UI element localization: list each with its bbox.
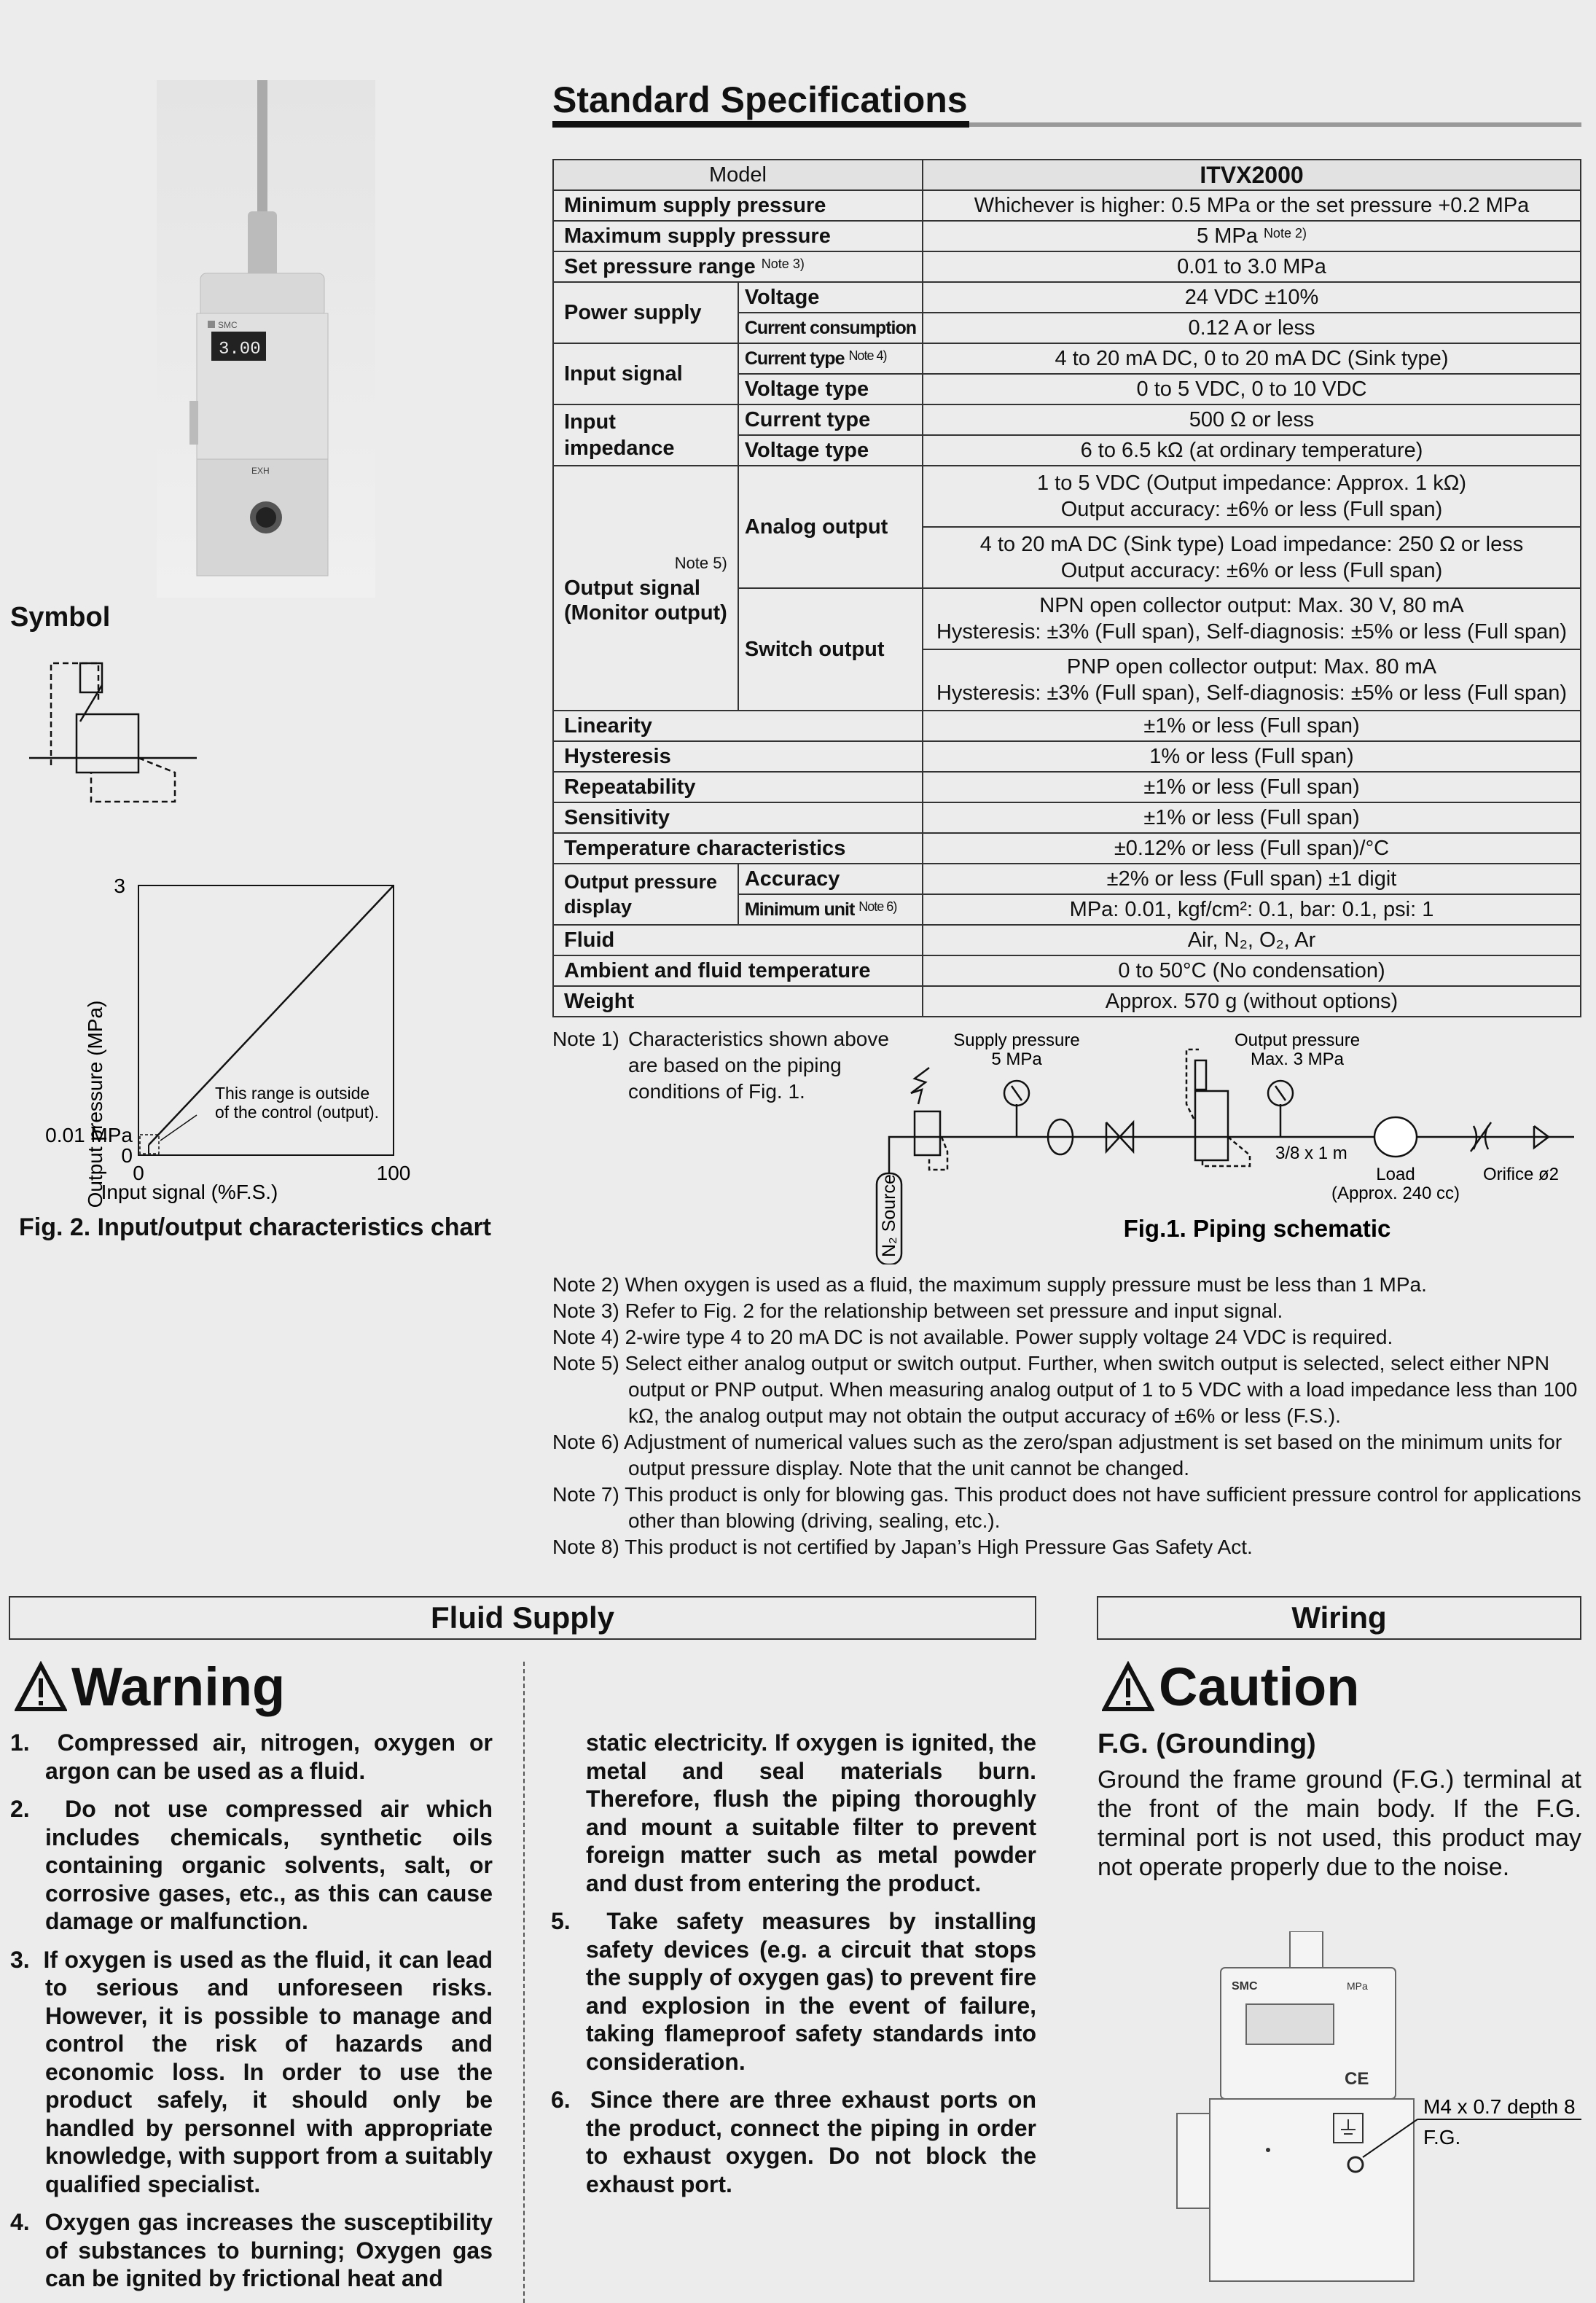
list-item: 5. Take safety measures by installing safety devices (e.g. a circuit that stops the supply of oxygen gas) to prevent fire and explosion in the event of failure, taking flameproof safety standards into consideration.	[551, 1908, 1036, 2075]
product-photo	[157, 80, 375, 598]
note-4: Note 4) 2-wire type 4 to 20 mA DC is not available. Power supply voltage 24 VDC is required.	[552, 1326, 1393, 1348]
list-item: 6. Since there are three exhaust ports on the product, connect the piping in order to exhaust oxygen. Do not block the exhaust port.	[551, 2087, 1037, 2197]
y-tick-label: 3	[114, 875, 125, 897]
x-tick-label: 100	[376, 1162, 411, 1184]
title-underline-grey	[969, 122, 1581, 127]
chart-annotation-2: of the control (output).	[215, 1103, 380, 1122]
warning-items-left	[10, 1729, 493, 2303]
chart-x-label: Input signal (%F.S.)	[101, 1181, 278, 1203]
chart-y-label: Output pressure (MPa)	[84, 1000, 106, 1208]
table-row: Minimum supply pressure Whichever is higher: 0.5 MPa or the set pressure +0.2 MPa	[553, 190, 1581, 221]
table-row	[553, 160, 1581, 190]
list-item: 2. Do not use compressed air which includes chemicals, synthetic oils containing organic solvents, salt, or corrosive gases, etc., as this can cause damage or malfunction.	[10, 1796, 493, 1934]
table-row: Set pressure range $^{Note 3)}$ 0.01 to 3.0 MPa	[553, 251, 1581, 282]
table-row: PNP open collector output: Max. 80 mA Hysteresis: ±3% (Full span), Self-diagnosis: ±5% or less (Full span)	[553, 649, 1581, 711]
list-item: 4. Oxygen gas increases the susceptibility of substances to burning; Oxygen gas can be ignited by frictional heat and	[10, 2209, 493, 2291]
fluid-supply-header: Fluid Supply	[9, 1596, 1036, 1640]
note-1: Note 1) Characteristics shown above are based on the piping conditions of Fig. 1.	[552, 1028, 889, 1103]
warning-heading: Warning	[15, 1656, 285, 1718]
note-8: Note 8) This product is not certified by Japan’s High Pressure Gas Safety Act.	[552, 1536, 1253, 1558]
note-5: Note 5) Select either analog output or switch output. Further, when switch output is selected, select either NPN output or PNP output. When measuring analog output of 1 to 5 VDC with a load impedance less than 100 kΩ, the analog output may not obtain the output accuracy of ±6% or less (F.S.).	[552, 1352, 1578, 1427]
note-3: Note 3) Refer to Fig. 2 for the relationship between set pressure and input signal.	[552, 1299, 1283, 1322]
table-row: Voltage type 6 to 6.5 kΩ (at ordinary temperature)	[553, 435, 1581, 466]
x-tick-label: 0	[133, 1162, 144, 1184]
grounding-heading: F.G. (Grounding)	[1098, 1729, 1316, 1759]
table-row: Note 5) Output signal (Monitor output) Analog output 1 to 5 VDC (Output impedance: Approx. 1 kΩ) Output accuracy: ±6% or less (Full span)	[553, 466, 1581, 527]
svg-text:SMC: SMC	[218, 320, 238, 330]
table-row: Temperature characteristics ±0.12% or less (Full span)/°C	[553, 833, 1581, 864]
list-item: 1. Compressed air, nitrogen, oxygen or argon can be used as a fluid.	[10, 1729, 493, 1784]
table-row: Switch output NPN open collector output: Max. 30 V, 80 mA Hysteresis: ±3% (Full span), Self-diagnosis: ±5% or less (Full span)	[553, 588, 1581, 649]
grounding-text: Ground the frame ground (F.G.) terminal at the front of the main body. If the F.G. terminal port is not used, this product may not operate properly due to the noise.	[1098, 1766, 1581, 1881]
note-2: Note 2) When oxygen is used as a fluid, the maximum supply pressure must be less than 1 MPa.	[552, 1273, 1427, 1296]
spec-table	[552, 159, 1581, 1017]
y-tick-label: 0	[121, 1144, 133, 1167]
grounding-terminal-illustration	[1166, 1931, 1589, 2296]
table-row: Input signal Current type $^{Note 4)}$ 4 to 20 mA DC, 0 to 20 mA DC (Sink type)	[553, 343, 1581, 374]
table-row: 4 to 20 mA DC (Sink type) Load impedance: 250 Ω or less Output accuracy: ±6% or less (Full span)	[553, 527, 1581, 588]
svg-text:5 MPa: 5 MPa	[991, 1049, 1042, 1069]
svg-text:MPa: MPa	[1347, 1980, 1368, 1992]
table-row: Weight Approx. 570 g (without options)	[553, 986, 1581, 1017]
svg-text:EXH: EXH	[251, 466, 270, 476]
svg-text:3.00: 3.00	[219, 340, 261, 359]
caution-triangle-icon	[1102, 1661, 1154, 1713]
svg-text:SMC: SMC	[1232, 1980, 1258, 1993]
model-label: Model	[553, 160, 923, 190]
table-row: Voltage type 0 to 5 VDC, 0 to 10 VDC	[553, 374, 1581, 404]
svg-text:N₂ Source: N₂ Source	[879, 1174, 899, 1257]
list-item-continued: static electricity. If oxygen is ignited, the metal and seal materials burn. Therefore, flush the piping thoroughly and mount a suitable filter to prevent foreign matter such as metal powder and dust from entering the product.	[586, 1729, 1036, 1896]
table-row: Maximum supply pressure 5 MPa $^{Note 2)}$	[553, 221, 1581, 251]
svg-text:M4 x 0.7 depth 8: M4 x 0.7 depth 8	[1423, 2095, 1576, 2118]
io-characteristics-chart	[15, 867, 423, 1210]
model-value: ITVX2000	[923, 160, 1581, 190]
table-row: Output pressure display Accuracy ±2% or less (Full span) ±1 digit	[553, 864, 1581, 894]
y-tick-label: 0.01 MPa	[45, 1124, 133, 1146]
regulator-symbol-diagram	[29, 656, 204, 809]
list-item: 3. If oxygen is used as the fluid, it can lead to serious and unforeseen risks. However, it is possible to manage and control the risk of hazards and economic loss. In order to use the product safely, it should only be handled by personnel with appropriate knowledge, with support from a suitably qualified specialist.	[10, 1946, 493, 2197]
chart-caption: Fig. 2. Input/output characteristics chart	[19, 1213, 491, 1241]
notes-list	[552, 1272, 1581, 1560]
wiring-header: Wiring	[1097, 1596, 1581, 1640]
svg-text:Load: Load	[1376, 1165, 1415, 1184]
table-row: Ambient and fluid temperature 0 to 50°C (No condensation)	[553, 955, 1581, 986]
svg-text:3/8 x 1 m: 3/8 x 1 m	[1275, 1143, 1347, 1163]
chart-annotation-1: This range is outside	[215, 1084, 370, 1103]
column-divider	[523, 1662, 525, 2303]
table-row: Minimum unit $^{Note 6)}$ MPa: 0.01, kgf/cm²: 0.1, bar: 0.1, psi: 1	[553, 894, 1581, 925]
warning-triangle-icon	[15, 1661, 67, 1713]
svg-text:Fig.1. Piping schematic: Fig.1. Piping schematic	[1123, 1215, 1391, 1242]
piping-schematic	[860, 1024, 1589, 1264]
title-underline	[552, 121, 969, 128]
symbol-title: Symbol	[10, 602, 111, 633]
svg-text:F.G.: F.G.	[1423, 2126, 1461, 2148]
warning-items-right	[551, 1729, 1036, 2208]
table-row: Input impedance Current type 500 Ω or less	[553, 404, 1581, 435]
svg-text:Max. 3 MPa: Max. 3 MPa	[1250, 1049, 1345, 1069]
regulator-image	[157, 80, 375, 598]
note-6: Note 6) Adjustment of numerical values such as the zero/span adjustment is set based on the minimum units for output pressure display. Note that the unit cannot be changed.	[552, 1431, 1562, 1479]
svg-text:(Approx. 240 cc): (Approx. 240 cc)	[1331, 1184, 1460, 1203]
svg-text:CE: CE	[1345, 2069, 1369, 2089]
page-title: Standard Specifications	[552, 79, 968, 120]
table-row: Current consumption 0.12 A or less	[553, 313, 1581, 343]
table-row: Power supply Voltage 24 VDC ±10%	[553, 282, 1581, 313]
table-row: Sensitivity ±1% or less (Full span)	[553, 802, 1581, 833]
table-row: Repeatability ±1% or less (Full span)	[553, 772, 1581, 802]
table-row: Linearity ±1% or less (Full span)	[553, 711, 1581, 741]
svg-text:Supply pressure: Supply pressure	[953, 1031, 1080, 1050]
caution-heading: Caution	[1102, 1656, 1359, 1718]
note-7: Note 7) This product is only for blowing gas. This product does not have sufficient pressure control for applications other than blowing (driving, sealing, etc.).	[552, 1483, 1581, 1532]
svg-text:Orifice ø2: Orifice ø2	[1483, 1165, 1560, 1184]
table-row: Fluid Air, N₂, O₂, Ar	[553, 925, 1581, 955]
table-row: Hysteresis 1% or less (Full span)	[553, 741, 1581, 772]
svg-text:Output pressure: Output pressure	[1234, 1031, 1361, 1050]
